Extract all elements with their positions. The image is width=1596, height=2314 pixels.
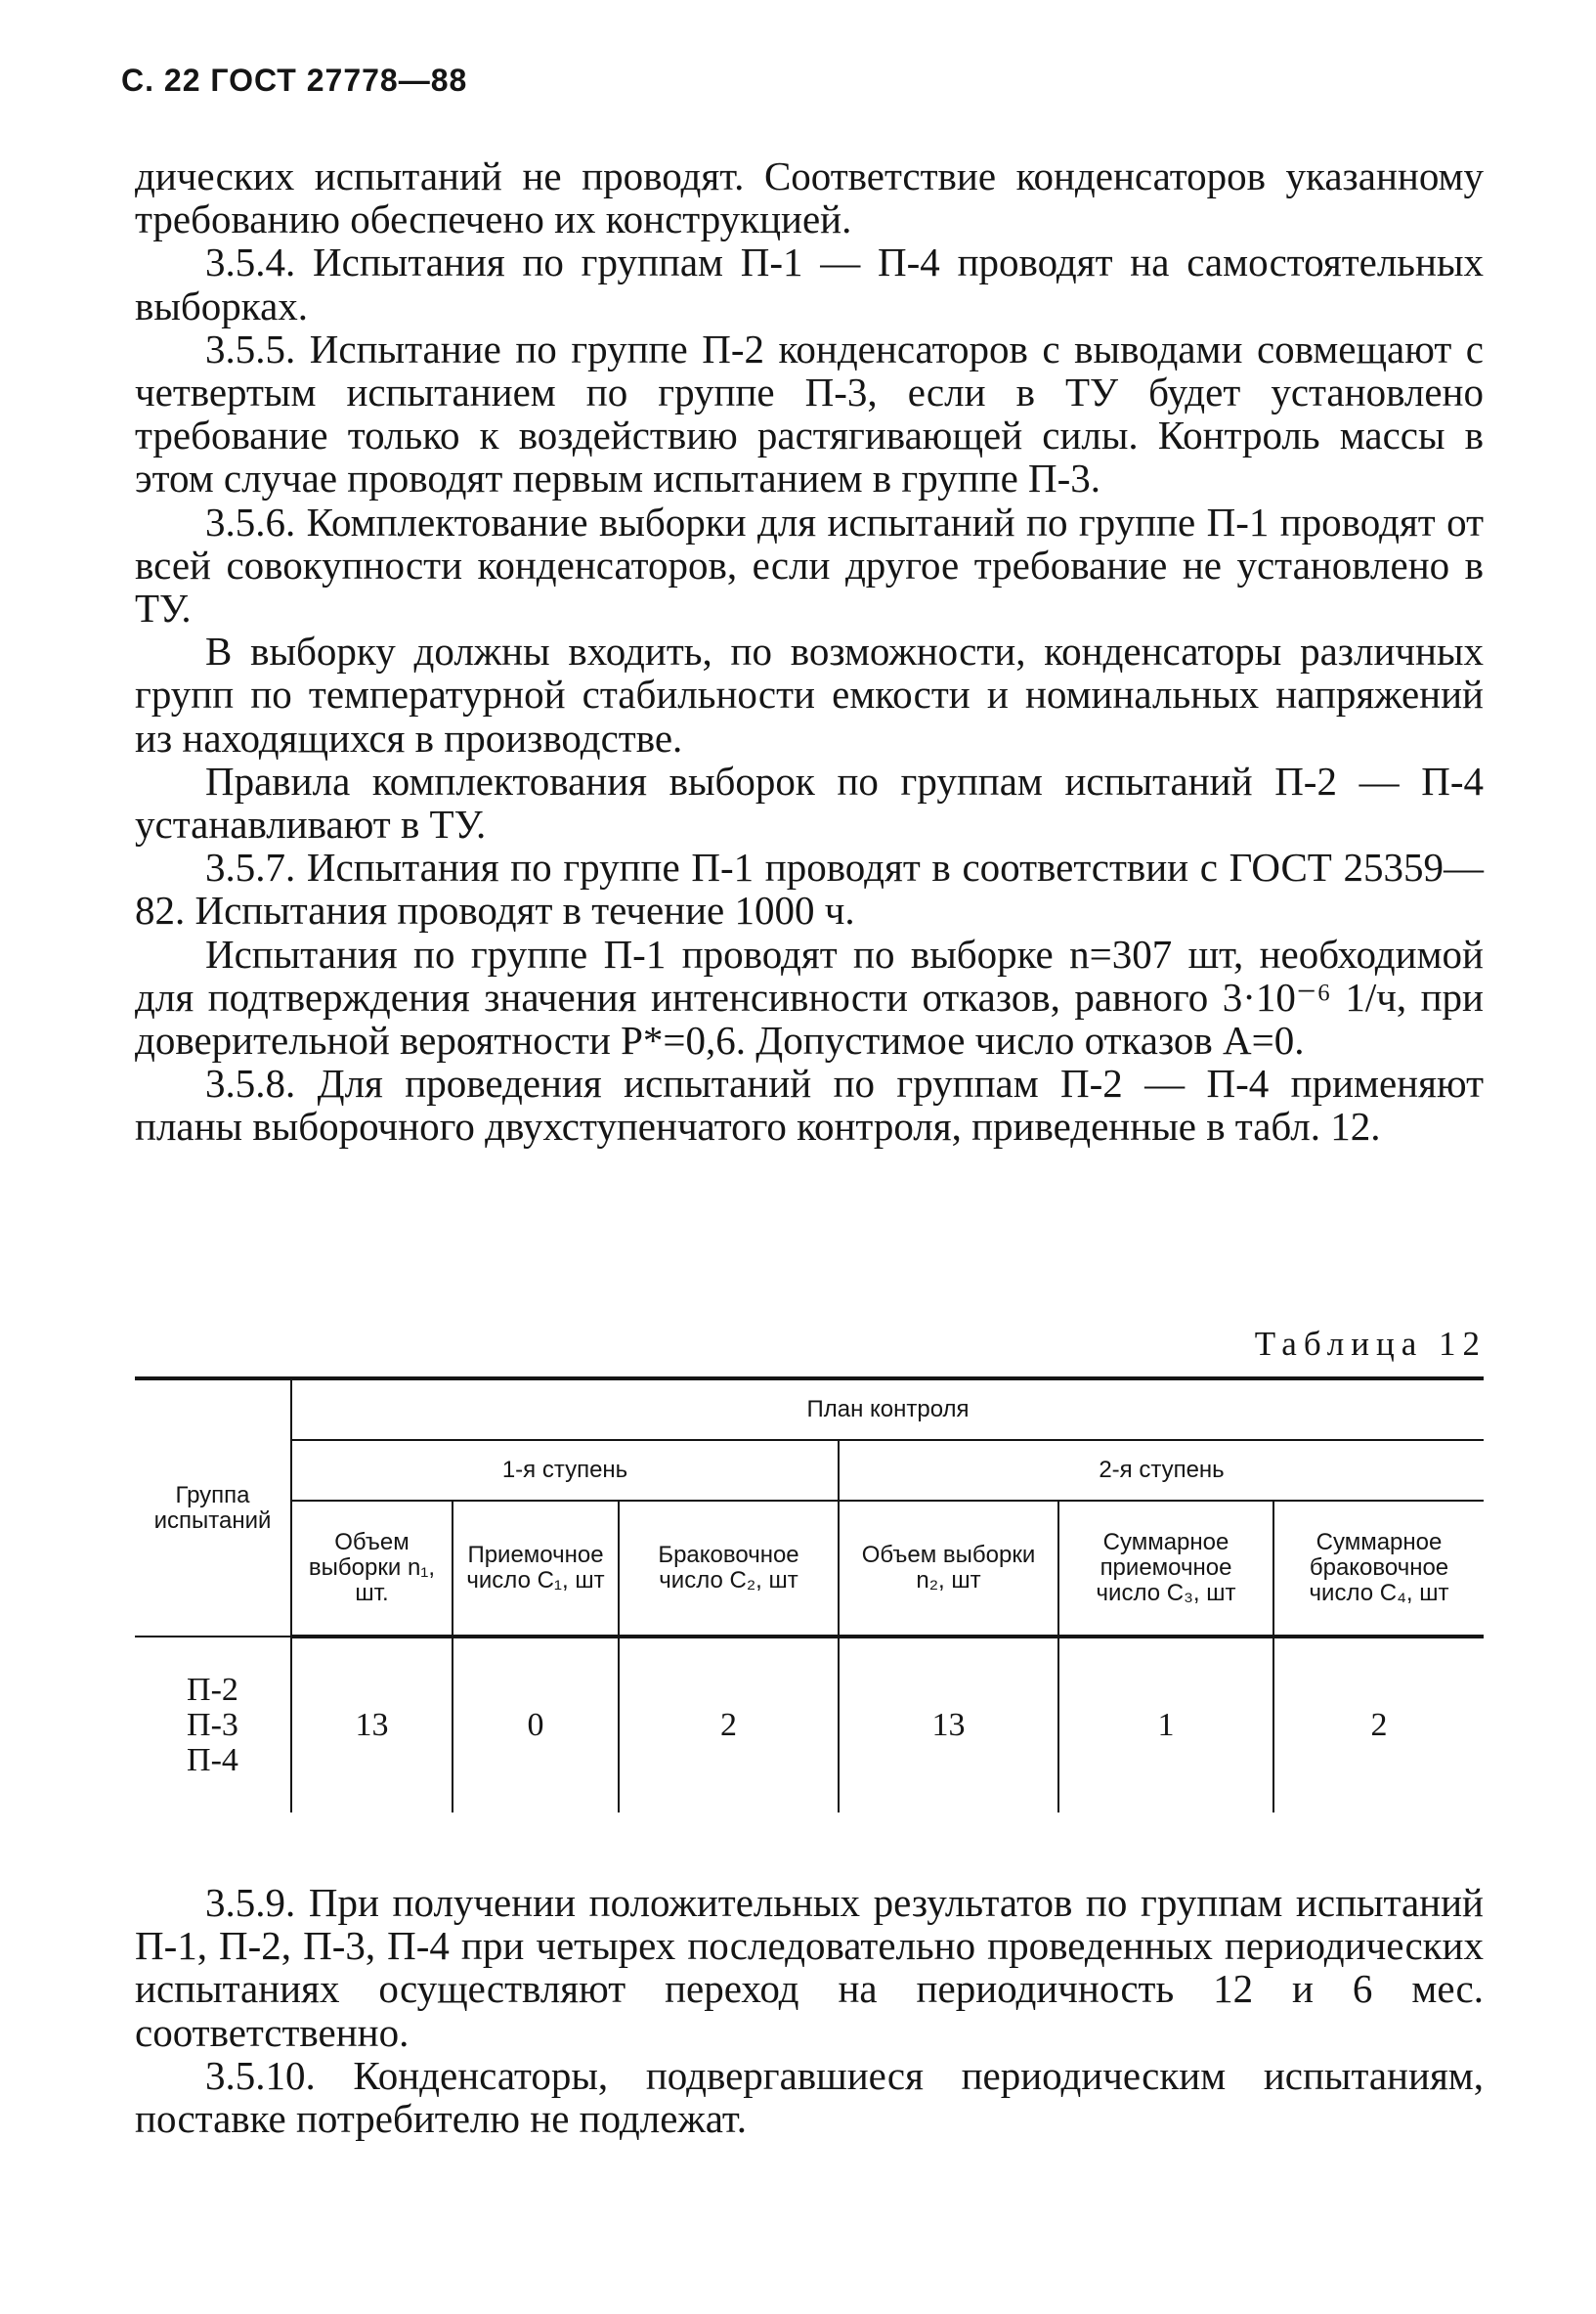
header-rejection-c2: Браковочное число C₂, шт [619, 1501, 839, 1637]
paragraph-3-5-6: 3.5.6. Комплектование выборки для испытаний по группе П-1 проводят от всей совокупности конденсаторов, если другое требование не установлено в ТУ. [135, 499, 1484, 632]
paragraph-sample-composition: В выборку должны входить, по возможности, конденсаторы различных групп по температурной стабильности емкости и номинальных напряжений из находящихся в производстве. [135, 629, 1484, 761]
header-sample-size-n2: Объем выборки n₂, шт [839, 1501, 1058, 1637]
cell-groups: П-2 П-3 П-4 [187, 1671, 238, 1778]
cell-c1: 0 [453, 1637, 619, 1812]
after-table-text [135, 1881, 1484, 2140]
paragraph-3-5-8: 3.5.8. Для проведения испытаний по группам П-2 — П-4 применяют планы выборочного двухступенчатого контроля, приведенные в табл. 12. [135, 1061, 1484, 1150]
cell-c2: 2 [619, 1637, 839, 1812]
paragraph-3-5-9: 3.5.9. При получении положительных результатов по группам испытаний П-1, П-2, П-3, П-4 при четырех последовательно проведенных периодических испытаниях осуществляют переход на периодичность 12 и 6 мес. соответственно. [135, 1880, 1484, 2055]
paragraph-sample-size: Испытания по группе П-1 проводят по выборке n=307 шт, необходимой для подтверждения значения интенсивности отказов, равного 3·10⁻⁶ 1/ч, при доверительной вероятности P*=0,6. Допустимое число отказов A=0. [135, 931, 1484, 1064]
paragraph-3-5-4: 3.5.4. Испытания по группам П-1 — П-4 проводят на самостоятельных выборках. [135, 240, 1484, 328]
cell-n1: 13 [291, 1637, 453, 1812]
header-total-acceptance-c3: Суммарное приемочное число C₃, шт [1058, 1501, 1273, 1637]
header-test-group: Группа испытаний [135, 1378, 291, 1637]
header-stage-2: 2-я ступень [839, 1440, 1484, 1501]
page-header: С. 22 ГОСТ 27778—88 [121, 63, 468, 98]
cell-n2: 13 [839, 1637, 1058, 1812]
table-title: Таблица 12 [1254, 1325, 1487, 1363]
paragraph-3-5-10: 3.5.10. Конденсаторы, подвергавшиеся периодическим испытаниям, поставке потребителю не подлежат. [135, 2052, 1484, 2142]
header-acceptance-c1: Приемочное число C₁, шт [453, 1501, 619, 1637]
table-row [135, 1637, 1484, 1812]
paragraph-3-5-5: 3.5.5. Испытание по группе П-2 конденсаторов с выводами совмещают с четвертым испытанием по группе П-3, если в ТУ будет установлено требование только к воздействию растягивающей силы. Контроль массы в этом случае проводят первым испытанием в группе П-3. [135, 326, 1484, 502]
paragraph-sample-rules: Правила комплектования выборок по группам испытаний П-2 — П-4 устанавливают в ТУ. [135, 758, 1484, 848]
table-12 [135, 1376, 1484, 1812]
cell-c3: 1 [1058, 1637, 1273, 1812]
header-total-rejection-c4: Суммарное браковочное число C₄, шт [1273, 1501, 1484, 1637]
header-sample-size-n1: Объем выборки n₁, шт. [291, 1501, 453, 1637]
header-control-plan: План контроля [291, 1378, 1484, 1440]
paragraph-3-5-7: 3.5.7. Испытания по группе П-1 проводят в соответствии с ГОСТ 25359—82. Испытания проводят в течение 1000 ч. [135, 845, 1484, 934]
paragraph-continuation: дических испытаний не проводят. Соответствие конденсаторов указанному требованию обеспечено их конструкцией. [135, 153, 1484, 242]
header-stage-1: 1-я ступень [291, 1440, 839, 1501]
cell-c4: 2 [1273, 1637, 1484, 1812]
control-plan-table [135, 1376, 1484, 1812]
body-text [135, 154, 1484, 1149]
